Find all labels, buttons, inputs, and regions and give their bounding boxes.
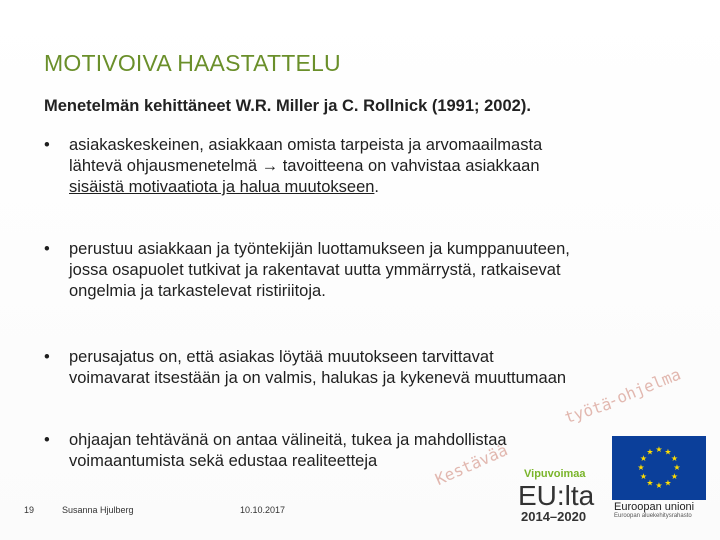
bullet-text xyxy=(69,135,709,198)
footer-date: 10.10.2017 xyxy=(240,505,286,515)
svg-text:★: ★ xyxy=(670,454,679,463)
svg-text:★: ★ xyxy=(637,463,645,472)
svg-text:★: ★ xyxy=(646,478,654,488)
svg-text:★: ★ xyxy=(673,463,681,472)
watermark-part2: työtä xyxy=(562,394,614,427)
bullet-line: perustuu asiakkaan ja työntekijän luottamukseen ja kumppanuuteen, xyxy=(69,240,570,258)
eu-union-label: Euroopan unioni xyxy=(614,501,695,513)
slide-subtitle: Menetelmän kehittäneet W.R. Miller ja C. Rollnick (1991; 2002). xyxy=(44,97,531,115)
bullet-line: voimaantumista sekä edustaa realiteetteja xyxy=(69,452,378,470)
eu-years-text: 2014–2020 xyxy=(521,509,587,524)
bullet-text xyxy=(69,347,709,389)
bullet-line: ohjaajan tehtävänä on antaa välineitä, tukea ja mahdollistaa xyxy=(69,431,507,449)
bullet-dot: • xyxy=(44,136,50,154)
eu-stars-icon xyxy=(612,436,706,500)
watermark-part3: -ohjelma xyxy=(604,364,684,411)
slide-title: MOTIVOIVA HAASTATTELU xyxy=(44,50,341,76)
watermark-part1: Kestävää xyxy=(432,440,511,489)
vipuvoimaa-logo-label: Vipuvoimaa xyxy=(524,468,586,480)
eu-flag-icon xyxy=(612,436,706,500)
bullet-line: ongelmia ja tarkastelevat ristiriitoja. xyxy=(69,282,326,300)
page-number: 19 xyxy=(24,505,35,515)
svg-text:★: ★ xyxy=(655,445,663,454)
svg-text:★: ★ xyxy=(639,454,648,463)
bullet-line: asiakaskeskeinen, asiakkaan omista tarpeista ja arvomaailmasta xyxy=(69,136,543,154)
svg-text:★: ★ xyxy=(670,472,679,481)
footer-author: Susanna Hjulberg xyxy=(62,505,134,515)
bullet-text xyxy=(69,239,709,302)
bullet-dot: • xyxy=(44,240,50,258)
svg-text:★: ★ xyxy=(664,447,672,457)
bullet-dot: • xyxy=(44,348,50,366)
underlined-text: sisäistä motivaatiota ja halua muutokseen xyxy=(69,178,375,196)
bullet-line: voimavarat itsestään ja on valmis, halukas ja kykenevä muuttumaan xyxy=(69,369,567,387)
svg-text:★: ★ xyxy=(655,481,663,490)
eu-fund-label: Euroopan aluekehitysrahasto xyxy=(614,513,692,519)
bullet-period: . xyxy=(374,178,380,196)
bullet-line xyxy=(69,177,709,198)
bullet-line: perusajatus on, että asiakas löytää muutokseen tarvittavat xyxy=(69,348,494,366)
bullet-line: jossa osapuolet tutkivat ja rakentavat uutta ymmärrystä, ratkaisevat xyxy=(69,261,561,279)
bullet-dot: • xyxy=(44,431,50,449)
eu-lta-logo-text: EU:lta xyxy=(518,480,595,511)
svg-text:★: ★ xyxy=(664,478,672,488)
svg-text:★: ★ xyxy=(639,472,648,481)
bullet-line: lähtevä ohjausmenetelmä → tavoitteena on vahvistaa asiakkaan xyxy=(69,157,540,175)
svg-text:★: ★ xyxy=(646,447,654,457)
